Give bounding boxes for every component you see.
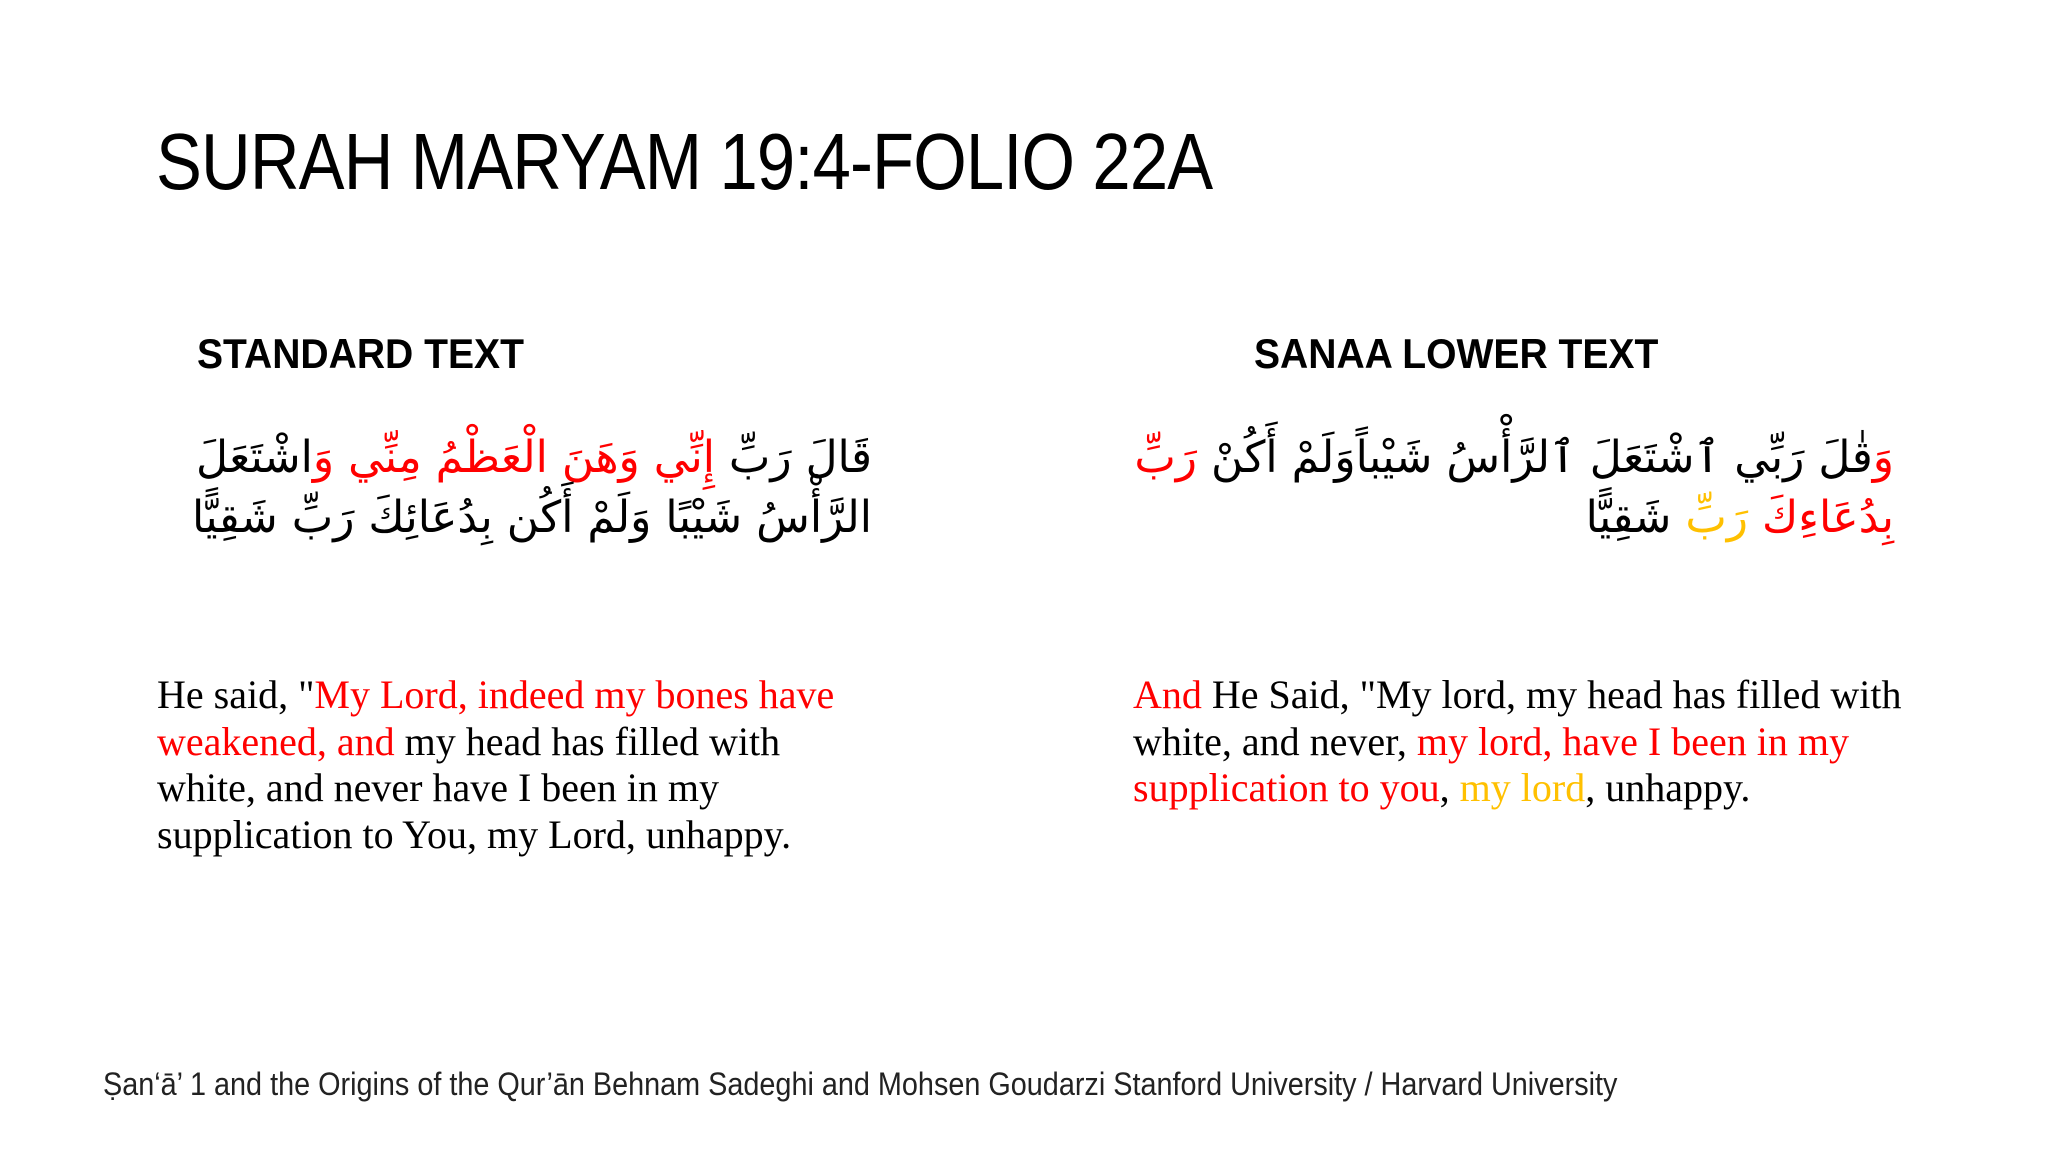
standard-english-translation (157, 672, 877, 858)
translation-segment: , (1439, 765, 1460, 810)
standard-text-heading: STANDARD TEXT (197, 330, 524, 377)
standard-arabic-text (170, 428, 872, 548)
sanaa-arabic-line-1 (1130, 428, 1894, 488)
sanaa-english-translation (1133, 672, 1903, 812)
arabic-segment: اشْتَعَلَ (195, 432, 313, 483)
arabic-segment-highlight-red: رَبِّ (1134, 432, 1197, 483)
translation-segment: my head has filled with white, and never have I been in my supplication to You, my Lord, unhappy. (157, 718, 792, 857)
arabic-segment-highlight-red: إِنِّي وَهَنَ الْعَظْمُ مِنِّي وَ (312, 432, 715, 483)
arabic-segment-highlight-red: بِدُعَاءِكَ (1748, 492, 1894, 543)
translation-segment-highlight-red: My Lord, indeed my bones have weakened, and (157, 672, 835, 764)
translation-segment: He Said, "My lord, my head has filled with white, and never, (1133, 672, 1902, 764)
arabic-segment-highlight-yellow: رَبِّ (1671, 492, 1749, 543)
arabic-segment-highlight-red: وَ (1872, 432, 1894, 483)
arabic-segment: قٰلَ رَبِّي ٱشْتَعَلَ ٱلرَّأْسُ شَيْباًوَلَمْ أَكُنْ (1197, 432, 1873, 483)
slide-title: SURAH MARYAM 19:4-FOLIO 22A (156, 117, 1213, 206)
arabic-segment: قَالَ رَبِّ (714, 432, 872, 483)
standard-arabic-line-1 (170, 428, 872, 488)
translation-segment-highlight-yellow: my lord (1459, 765, 1586, 810)
translation-segment: , unhappy. (1585, 765, 1751, 810)
arabic-segment: الرَّأْسُ شَيْبًا وَلَمْ أَكُن بِدُعَائِكَ رَبِّ شَقِيًّا (191, 492, 872, 543)
translation-segment: He said, " (157, 672, 315, 717)
sanaa-arabic-line-2 (1130, 488, 1894, 548)
translation-segment-highlight-red: And (1133, 672, 1202, 717)
sanaa-lower-text-heading: SANAA LOWER TEXT (1254, 330, 1659, 377)
slide-footer-citation: Ṣan‘ā’ 1 and the Origins of the Qur’ān Behnam Sadeghi and Mohsen Goudarzi Stanford University / Harvard University (103, 1066, 1618, 1102)
translation-segment-highlight-red: my lord, have I been in my supplication to you (1133, 718, 1849, 810)
arabic-segment: شَقِيًّا (1585, 492, 1672, 543)
standard-arabic-line-2 (170, 488, 872, 548)
sanaa-arabic-text (1130, 428, 1894, 548)
